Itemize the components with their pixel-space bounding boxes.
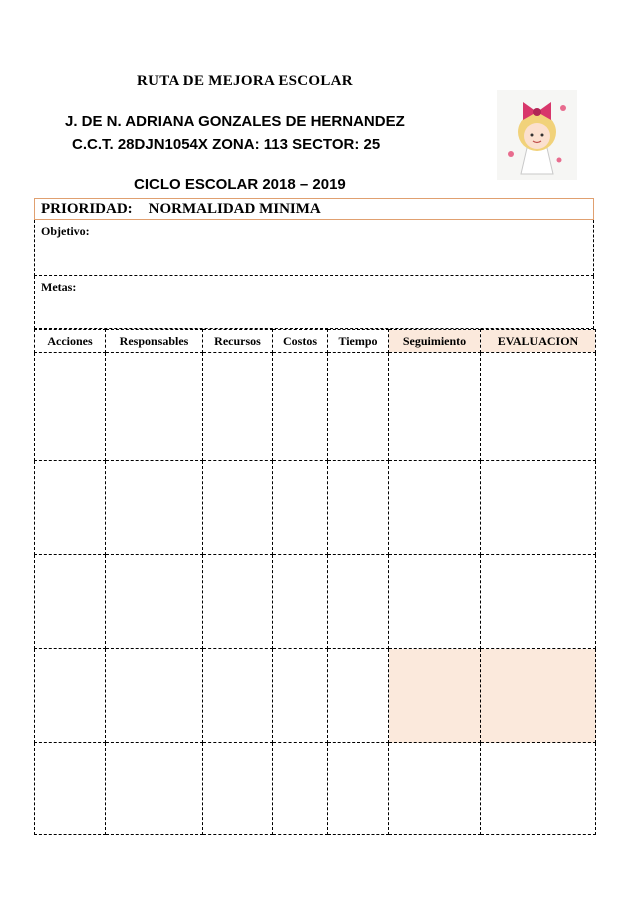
table-cell[interactable] [35,353,106,461]
table-cell[interactable] [328,555,389,649]
table-cell[interactable] [106,353,203,461]
table-cell[interactable] [328,353,389,461]
priority-value: NORMALIDAD MINIMA [148,201,321,217]
table-cell[interactable] [481,461,596,555]
table-row [35,461,596,555]
column-header-acciones: Acciones [35,330,106,353]
priority-bar [34,198,594,220]
table-cell[interactable] [203,461,273,555]
goals-label: Metas: [41,280,77,294]
table-cell[interactable] [35,649,106,743]
table-cell[interactable] [35,461,106,555]
table-row [35,649,596,743]
table-cell[interactable] [389,353,481,461]
column-header-recursos: Recursos [203,330,273,353]
column-header-evaluacion: EVALUACION [481,330,596,353]
table-cell[interactable] [481,649,596,743]
table-cell[interactable] [328,461,389,555]
table-row [35,353,596,461]
document-title: RUTA DE MEJORA ESCOLAR [137,73,353,89]
table-cell[interactable] [389,743,481,835]
column-header-costos: Costos [273,330,328,353]
table-cell[interactable] [203,353,273,461]
table-cell[interactable] [389,555,481,649]
goals-box [34,276,594,329]
table-cell[interactable] [35,555,106,649]
table-cell[interactable] [481,743,596,835]
table-cell[interactable] [203,743,273,835]
table-cell[interactable] [106,649,203,743]
table-cell[interactable] [328,743,389,835]
table-cell[interactable] [273,743,328,835]
table-header-row [35,330,596,353]
table-cell[interactable] [203,649,273,743]
table-cell[interactable] [273,461,328,555]
school-cycle: CICLO ESCOLAR 2018 – 2019 [134,176,346,193]
table-cell[interactable] [273,555,328,649]
column-header-tiempo: Tiempo [328,330,389,353]
girl-illustration-icon [497,90,577,180]
table-cell[interactable] [106,555,203,649]
objective-box [34,220,594,276]
table-cell[interactable] [203,555,273,649]
table-cell[interactable] [328,649,389,743]
table-cell[interactable] [273,649,328,743]
table-cell[interactable] [389,649,481,743]
table-cell[interactable] [106,461,203,555]
school-code-line: C.C.T. 28DJN1054X ZONA: 113 SECTOR: 25 [72,136,381,153]
table-row [35,743,596,835]
column-header-seguimiento: Seguimiento [389,330,481,353]
table-cell[interactable] [35,743,106,835]
action-plan-table [34,329,596,835]
table-cell[interactable] [106,743,203,835]
table-cell[interactable] [273,353,328,461]
table-cell[interactable] [389,461,481,555]
table-row [35,555,596,649]
column-header-responsables: Responsables [106,330,203,353]
school-name: J. DE N. ADRIANA GONZALES DE HERNANDEZ [65,113,405,130]
objective-label: Objetivo: [41,224,90,238]
table-cell[interactable] [481,555,596,649]
table-cell[interactable] [481,353,596,461]
priority-label: PRIORIDAD: [41,201,133,217]
